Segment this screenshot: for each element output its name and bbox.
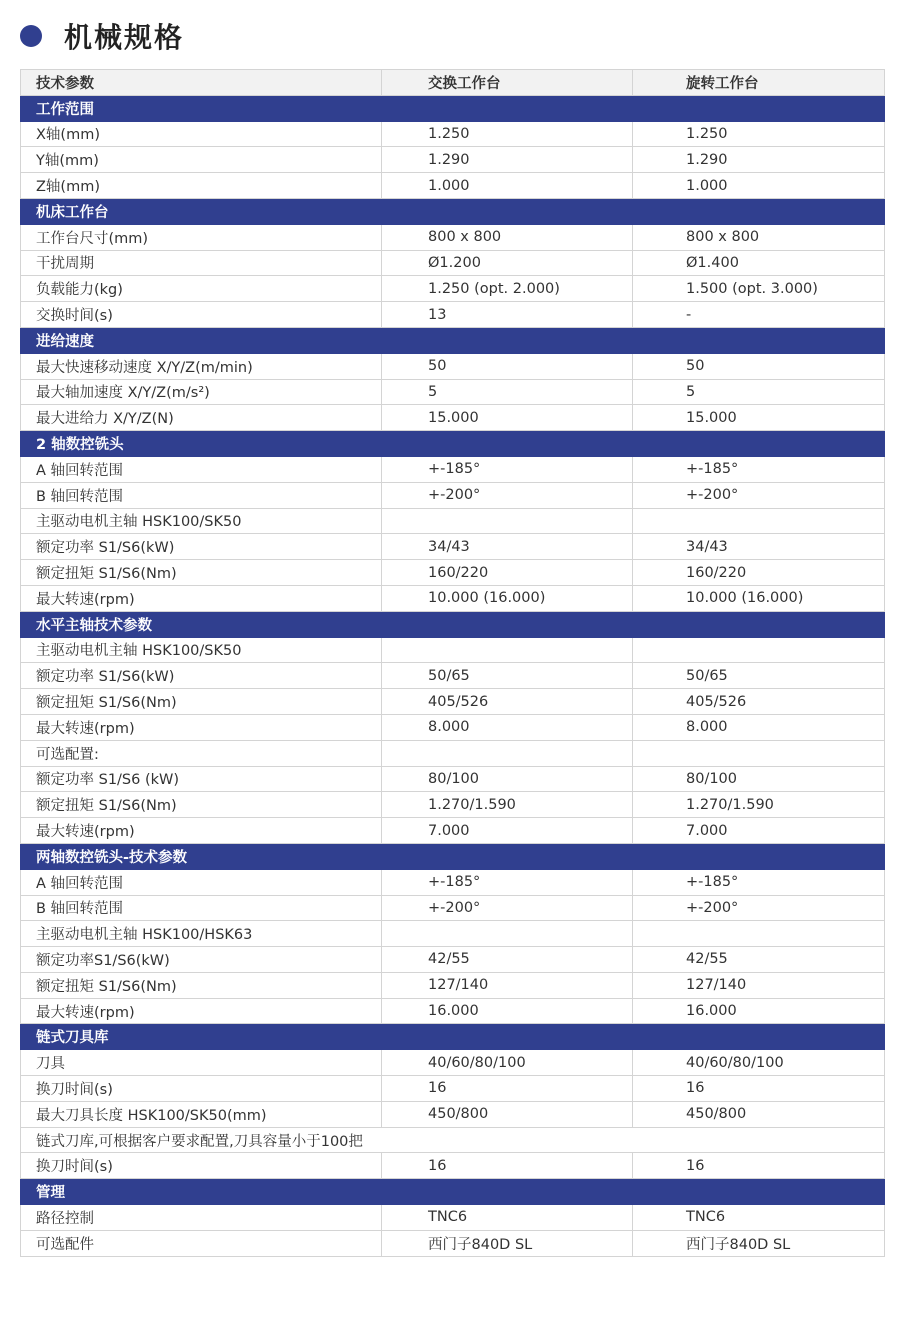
table-row	[21, 663, 885, 689]
table-row	[21, 921, 885, 947]
row-parameter: 额定功率 S1/S6(kW)	[21, 663, 382, 689]
table-row	[21, 482, 885, 508]
row-parameter: 最大转速(rpm)	[21, 714, 382, 740]
row-rotary-table-value: TNC6	[633, 1205, 885, 1231]
table-row	[21, 302, 885, 328]
table-row	[21, 1153, 885, 1179]
section-title: 工作范围	[21, 95, 885, 121]
section-row	[21, 611, 885, 637]
row-exchange-table-value: 5	[382, 379, 633, 405]
table-row	[21, 379, 885, 405]
row-parameter: 额定功率S1/S6(kW)	[21, 947, 382, 973]
row-parameter: 主驱动电机主轴 HSK100/HSK63	[21, 921, 382, 947]
row-parameter: 最大刀具长度 HSK100/SK50(mm)	[21, 1101, 382, 1127]
table-row	[21, 585, 885, 611]
row-parameter: 换刀时间(s)	[21, 1076, 382, 1102]
table-row	[21, 947, 885, 973]
row-rotary-table-value: 15.000	[633, 405, 885, 431]
row-parameter: 交换时间(s)	[21, 302, 382, 328]
row-parameter: 额定扭矩 S1/S6(Nm)	[21, 972, 382, 998]
row-exchange-table-value: 10.000 (16.000)	[382, 585, 633, 611]
row-exchange-table-value	[382, 508, 633, 534]
table-row	[21, 508, 885, 534]
row-rotary-table-value: 16	[633, 1153, 885, 1179]
row-rotary-table-value: 450/800	[633, 1101, 885, 1127]
table-row	[21, 121, 885, 147]
row-rotary-table-value: 10.000 (16.000)	[633, 585, 885, 611]
section-title: 进给速度	[21, 327, 885, 353]
row-parameter: 额定扭矩 S1/S6(Nm)	[21, 689, 382, 715]
row-exchange-table-value: 50	[382, 353, 633, 379]
row-parameter: Z轴(mm)	[21, 173, 382, 199]
row-exchange-table-value: 450/800	[382, 1101, 633, 1127]
row-parameter: 最大快速移动速度 X/Y/Z(m/min)	[21, 353, 382, 379]
table-row	[21, 1101, 885, 1127]
row-parameter: 最大转速(rpm)	[21, 585, 382, 611]
row-parameter: 额定扭矩 S1/S6(Nm)	[21, 792, 382, 818]
row-exchange-table-value: 1.250 (opt. 2.000)	[382, 276, 633, 302]
row-rotary-table-value	[633, 508, 885, 534]
spec-table-body	[21, 70, 885, 1257]
bullet-dot-icon	[20, 25, 42, 47]
table-row	[21, 1205, 885, 1231]
section-row	[21, 1024, 885, 1050]
section-title: 2 轴数控铣头	[21, 431, 885, 457]
table-row	[21, 1127, 885, 1153]
row-rotary-table-value: Ø1.400	[633, 250, 885, 276]
row-exchange-table-value: 800 x 800	[382, 224, 633, 250]
row-exchange-table-value: +-200°	[382, 895, 633, 921]
header-cell-rotary-table: 旋转工作台	[633, 70, 885, 96]
section-title: 两轴数控铣头-技术参数	[21, 843, 885, 869]
section-title: 水平主轴技术参数	[21, 611, 885, 637]
row-exchange-table-value: 16.000	[382, 998, 633, 1024]
section-row	[21, 198, 885, 224]
row-rotary-table-value: 16	[633, 1076, 885, 1102]
row-exchange-table-value: TNC6	[382, 1205, 633, 1231]
row-exchange-table-value	[382, 921, 633, 947]
row-rotary-table-value: 127/140	[633, 972, 885, 998]
row-rotary-table-value: 405/526	[633, 689, 885, 715]
row-rotary-table-value: 1.250	[633, 121, 885, 147]
section-row	[21, 327, 885, 353]
row-exchange-table-value: 1.000	[382, 173, 633, 199]
row-exchange-table-value: 50/65	[382, 663, 633, 689]
row-parameter: 换刀时间(s)	[21, 1153, 382, 1179]
table-row	[21, 714, 885, 740]
table-row	[21, 456, 885, 482]
row-parameter: Y轴(mm)	[21, 147, 382, 173]
row-exchange-table-value: 西门子840D SL	[382, 1230, 633, 1256]
row-parameter: B 轴回转范围	[21, 482, 382, 508]
table-row	[21, 766, 885, 792]
row-exchange-table-value	[382, 637, 633, 663]
row-exchange-table-value: 7.000	[382, 818, 633, 844]
row-rotary-table-value: 8.000	[633, 714, 885, 740]
table-row	[21, 740, 885, 766]
row-rotary-table-value: 7.000	[633, 818, 885, 844]
row-rotary-table-value	[633, 740, 885, 766]
row-parameter: 额定功率 S1/S6(kW)	[21, 534, 382, 560]
row-parameter: 可选配置:	[21, 740, 382, 766]
table-row	[21, 1230, 885, 1256]
table-row	[21, 173, 885, 199]
row-rotary-table-value: 50	[633, 353, 885, 379]
table-row	[21, 869, 885, 895]
row-rotary-table-value: 80/100	[633, 766, 885, 792]
row-exchange-table-value	[382, 740, 633, 766]
section-title: 链式刀具库	[21, 1024, 885, 1050]
row-rotary-table-value: +-200°	[633, 482, 885, 508]
section-row	[21, 95, 885, 121]
row-parameter: 工作台尺寸(mm)	[21, 224, 382, 250]
row-exchange-table-value: 1.250	[382, 121, 633, 147]
row-exchange-table-value: 34/43	[382, 534, 633, 560]
row-rotary-table-value	[633, 921, 885, 947]
table-row	[21, 1076, 885, 1102]
table-row	[21, 1050, 885, 1076]
row-exchange-table-value: +-185°	[382, 869, 633, 895]
row-exchange-table-value: 80/100	[382, 766, 633, 792]
row-parameter: 额定功率 S1/S6 (kW)	[21, 766, 382, 792]
row-parameter: 主驱动电机主轴 HSK100/SK50	[21, 508, 382, 534]
row-rotary-table-value: 1.500 (opt. 3.000)	[633, 276, 885, 302]
row-rotary-table-value: 1.270/1.590	[633, 792, 885, 818]
table-row	[21, 147, 885, 173]
spec-table	[20, 69, 885, 1257]
row-exchange-table-value: 1.270/1.590	[382, 792, 633, 818]
table-row	[21, 405, 885, 431]
row-rotary-table-value	[633, 637, 885, 663]
row-exchange-table-value: 405/526	[382, 689, 633, 715]
table-row	[21, 895, 885, 921]
table-row	[21, 637, 885, 663]
row-exchange-table-value: 160/220	[382, 560, 633, 586]
header-cell-exchange-table: 交换工作台	[382, 70, 633, 96]
page-title: 机械规格	[64, 21, 185, 54]
row-exchange-table-value: 13	[382, 302, 633, 328]
row-rotary-table-value: 50/65	[633, 663, 885, 689]
section-row	[21, 431, 885, 457]
row-rotary-table-value: 40/60/80/100	[633, 1050, 885, 1076]
table-row	[21, 353, 885, 379]
row-exchange-table-value: 127/140	[382, 972, 633, 998]
section-title: 机床工作台	[21, 198, 885, 224]
row-note: 链式刀库,可根据客户要求配置,刀具容量小于100把	[21, 1127, 885, 1153]
row-parameter: 主驱动电机主轴 HSK100/SK50	[21, 637, 382, 663]
section-row	[21, 843, 885, 869]
table-row	[21, 792, 885, 818]
row-parameter: A 轴回转范围	[21, 456, 382, 482]
row-parameter: 额定扭矩 S1/S6(Nm)	[21, 560, 382, 586]
row-exchange-table-value: 8.000	[382, 714, 633, 740]
row-parameter: X轴(mm)	[21, 121, 382, 147]
page-header	[20, 16, 184, 56]
table-row	[21, 224, 885, 250]
row-parameter: 可选配件	[21, 1230, 382, 1256]
section-row	[21, 1179, 885, 1205]
row-parameter: 最大轴加速度 X/Y/Z(m/s²)	[21, 379, 382, 405]
row-exchange-table-value: 16	[382, 1153, 633, 1179]
row-parameter: 干扰周期	[21, 250, 382, 276]
table-row	[21, 560, 885, 586]
row-rotary-table-value: 160/220	[633, 560, 885, 586]
row-rotary-table-value: 1.000	[633, 173, 885, 199]
row-parameter: 最大进给力 X/Y/Z(N)	[21, 405, 382, 431]
row-exchange-table-value: 42/55	[382, 947, 633, 973]
row-parameter: B 轴回转范围	[21, 895, 382, 921]
row-exchange-table-value: 1.290	[382, 147, 633, 173]
table-row	[21, 818, 885, 844]
row-rotary-table-value: +-200°	[633, 895, 885, 921]
table-row	[21, 534, 885, 560]
row-exchange-table-value: Ø1.200	[382, 250, 633, 276]
row-rotary-table-value: -	[633, 302, 885, 328]
table-row	[21, 972, 885, 998]
table-row	[21, 689, 885, 715]
row-exchange-table-value: +-185°	[382, 456, 633, 482]
row-exchange-table-value: 40/60/80/100	[382, 1050, 633, 1076]
section-title: 管理	[21, 1179, 885, 1205]
row-parameter: 最大转速(rpm)	[21, 818, 382, 844]
row-parameter: 最大转速(rpm)	[21, 998, 382, 1024]
row-exchange-table-value: +-200°	[382, 482, 633, 508]
row-rotary-table-value: 西门子840D SL	[633, 1230, 885, 1256]
row-rotary-table-value: 5	[633, 379, 885, 405]
table-row	[21, 276, 885, 302]
row-exchange-table-value: 15.000	[382, 405, 633, 431]
row-rotary-table-value: 42/55	[633, 947, 885, 973]
row-rotary-table-value: 800 x 800	[633, 224, 885, 250]
row-exchange-table-value: 16	[382, 1076, 633, 1102]
table-header-row	[21, 70, 885, 96]
row-parameter: 负载能力(kg)	[21, 276, 382, 302]
row-parameter: A 轴回转范围	[21, 869, 382, 895]
header-cell-parameter: 技术参数	[21, 70, 382, 96]
table-row	[21, 250, 885, 276]
row-parameter: 刀具	[21, 1050, 382, 1076]
row-rotary-table-value: 16.000	[633, 998, 885, 1024]
row-rotary-table-value: +-185°	[633, 869, 885, 895]
row-parameter: 路径控制	[21, 1205, 382, 1231]
row-rotary-table-value: +-185°	[633, 456, 885, 482]
row-rotary-table-value: 1.290	[633, 147, 885, 173]
row-rotary-table-value: 34/43	[633, 534, 885, 560]
table-row	[21, 998, 885, 1024]
